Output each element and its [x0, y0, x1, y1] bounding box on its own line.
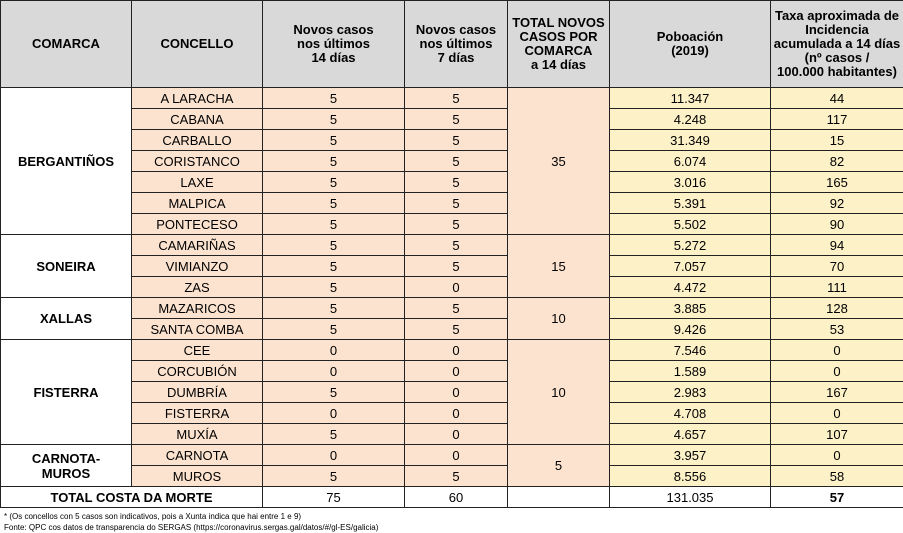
table-row: [1, 214, 903, 235]
incidence-rate-cell: 94: [771, 235, 903, 256]
concello-cell: MUXÍA: [132, 424, 263, 445]
cases-7-cell: 5: [405, 256, 508, 277]
incidence-rate-cell: 107: [771, 424, 903, 445]
concello-cell: FISTERRA: [132, 403, 263, 424]
cases-14-cell: 5: [263, 214, 405, 235]
incidence-rate-cell: 44: [771, 88, 903, 109]
population-cell: 4.708: [610, 403, 771, 424]
cases-7-cell: 5: [405, 172, 508, 193]
population-cell: 7.057: [610, 256, 771, 277]
incidence-rate-cell: 0: [771, 340, 903, 361]
totals-population: 131.035: [610, 487, 771, 508]
population-cell: 5.502: [610, 214, 771, 235]
comarca-cell: XALLAS: [1, 298, 132, 340]
table-row: [1, 109, 903, 130]
incidence-rate-cell: 0: [771, 361, 903, 382]
cases-7-cell: 0: [405, 382, 508, 403]
footnotes: [0, 508, 903, 533]
totals-row: [1, 487, 903, 508]
incidence-rate-cell: 58: [771, 466, 903, 487]
cases-7-cell: 0: [405, 445, 508, 466]
concello-cell: CORISTANCO: [132, 151, 263, 172]
cases-7-cell: 5: [405, 109, 508, 130]
comarca-total-cell: 35: [508, 88, 610, 235]
population-cell: 2.983: [610, 382, 771, 403]
concello-cell: A LARACHA: [132, 88, 263, 109]
cases-7-cell: 5: [405, 466, 508, 487]
cases-14-cell: 5: [263, 109, 405, 130]
cases-14-cell: 5: [263, 130, 405, 151]
comarca-total-cell: 10: [508, 340, 610, 445]
table-row: [1, 361, 903, 382]
population-cell: 1.589: [610, 361, 771, 382]
concello-cell: CORCUBIÓN: [132, 361, 263, 382]
incidence-rate-cell: 90: [771, 214, 903, 235]
cases-14-cell: 5: [263, 193, 405, 214]
population-cell: 4.657: [610, 424, 771, 445]
cases-7-cell: 0: [405, 361, 508, 382]
cases-14-cell: 0: [263, 445, 405, 466]
cases-14-cell: 5: [263, 319, 405, 340]
cases-14-cell: 0: [263, 340, 405, 361]
concello-cell: MALPICA: [132, 193, 263, 214]
table-row: [1, 466, 903, 487]
table-row: [1, 256, 903, 277]
header-concello: CONCELLO: [132, 1, 263, 88]
concello-cell: ZAS: [132, 277, 263, 298]
population-cell: 3.885: [610, 298, 771, 319]
incidence-rate-cell: 167: [771, 382, 903, 403]
concello-cell: PONTECESO: [132, 214, 263, 235]
incidence-rate-cell: 70: [771, 256, 903, 277]
footnote-disclaimer: * (Os concellos con 5 casos son indicativos, pois a Xunta indica que hai entre 1 e 9): [4, 511, 903, 522]
incidence-rate-cell: 92: [771, 193, 903, 214]
population-cell: 3.957: [610, 445, 771, 466]
comarca-total-cell: 5: [508, 445, 610, 487]
cases-7-cell: 5: [405, 298, 508, 319]
incidence-rate-cell: 165: [771, 172, 903, 193]
cases-7-cell: 0: [405, 340, 508, 361]
population-cell: 3.016: [610, 172, 771, 193]
population-cell: 31.349: [610, 130, 771, 151]
cases-7-cell: 5: [405, 214, 508, 235]
header-total-comarca: TOTAL NOVOS CASOS POR COMARCA a 14 días: [508, 1, 610, 88]
cases-14-cell: 5: [263, 382, 405, 403]
cases-7-cell: 0: [405, 424, 508, 445]
footnote-source: Fonte: QPC cos datos de transparencia do SERGAS (https://coronavirus.sergas.gal/datos/#/gl-ES/galicia): [4, 522, 903, 533]
totals-incidence-rate: 57: [771, 487, 903, 508]
comarca-total-cell: 15: [508, 235, 610, 298]
table-row: [1, 340, 903, 361]
concello-cell: CARBALLO: [132, 130, 263, 151]
cases-7-cell: 5: [405, 130, 508, 151]
incidence-rate-cell: 15: [771, 130, 903, 151]
table-row: [1, 193, 903, 214]
table-row: [1, 88, 903, 109]
header-cases-7: Novos casos nos últimos 7 días: [405, 1, 508, 88]
population-cell: 4.472: [610, 277, 771, 298]
cases-14-cell: 5: [263, 424, 405, 445]
population-cell: 11.347: [610, 88, 771, 109]
concello-cell: MUROS: [132, 466, 263, 487]
header-population: Poboación (2019): [610, 1, 771, 88]
population-cell: 9.426: [610, 319, 771, 340]
incidence-rate-cell: 0: [771, 445, 903, 466]
cases-14-cell: 5: [263, 235, 405, 256]
totals-cases-7: 60: [405, 487, 508, 508]
table-row: [1, 382, 903, 403]
incidence-rate-cell: 0: [771, 403, 903, 424]
population-cell: 6.074: [610, 151, 771, 172]
population-cell: 5.272: [610, 235, 771, 256]
header-incidence-rate: Taxa aproximada de Incidencia acumulada a 14 días (nº casos / 100.000 habitantes): [771, 1, 903, 88]
table-row: [1, 298, 903, 319]
table-body: [1, 88, 903, 487]
concello-cell: MAZARICOS: [132, 298, 263, 319]
comarca-cell: SONEIRA: [1, 235, 132, 298]
table-row: [1, 319, 903, 340]
totals-label: TOTAL COSTA DA MORTE: [1, 487, 263, 508]
concello-cell: CEE: [132, 340, 263, 361]
incidence-rate-cell: 111: [771, 277, 903, 298]
table-row: [1, 151, 903, 172]
cases-7-cell: 5: [405, 88, 508, 109]
cases-14-cell: 5: [263, 172, 405, 193]
cases-7-cell: 0: [405, 403, 508, 424]
cases-14-cell: 5: [263, 151, 405, 172]
population-cell: 5.391: [610, 193, 771, 214]
cases-7-cell: 5: [405, 235, 508, 256]
incidence-rate-cell: 117: [771, 109, 903, 130]
table-row: [1, 424, 903, 445]
population-cell: 7.546: [610, 340, 771, 361]
table-row: [1, 235, 903, 256]
concello-cell: DUMBRÍA: [132, 382, 263, 403]
concello-cell: CABANA: [132, 109, 263, 130]
cases-14-cell: 5: [263, 88, 405, 109]
cases-14-cell: 0: [263, 361, 405, 382]
concello-cell: LAXE: [132, 172, 263, 193]
totals-cases-14: 75: [263, 487, 405, 508]
cases-14-cell: 5: [263, 298, 405, 319]
comarca-cell: FISTERRA: [1, 340, 132, 445]
table-row: [1, 403, 903, 424]
comarca-cell: BERGANTIÑOS: [1, 88, 132, 235]
table-row: [1, 130, 903, 151]
population-cell: 4.248: [610, 109, 771, 130]
table-row: [1, 172, 903, 193]
cases-14-cell: 0: [263, 403, 405, 424]
header-comarca: COMARCA: [1, 1, 132, 88]
totals-comarca: [508, 487, 610, 508]
concello-cell: CARNOTA: [132, 445, 263, 466]
cases-7-cell: 0: [405, 277, 508, 298]
table-row: [1, 445, 903, 466]
cases-14-cell: 5: [263, 256, 405, 277]
header-cases-14: Novos casos nos últimos 14 días: [263, 1, 405, 88]
cases-7-cell: 5: [405, 193, 508, 214]
incidence-rate-cell: 82: [771, 151, 903, 172]
incidence-rate-cell: 128: [771, 298, 903, 319]
incidence-rate-cell: 53: [771, 319, 903, 340]
cases-7-cell: 5: [405, 151, 508, 172]
concello-cell: VIMIANZO: [132, 256, 263, 277]
cases-14-cell: 5: [263, 277, 405, 298]
cases-7-cell: 5: [405, 319, 508, 340]
table-row: [1, 277, 903, 298]
concello-cell: SANTA COMBA: [132, 319, 263, 340]
comarca-cell: CARNOTA- MUROS: [1, 445, 132, 487]
concello-cell: CAMARIÑAS: [132, 235, 263, 256]
population-cell: 8.556: [610, 466, 771, 487]
comarca-total-cell: 10: [508, 298, 610, 340]
cases-14-cell: 5: [263, 466, 405, 487]
